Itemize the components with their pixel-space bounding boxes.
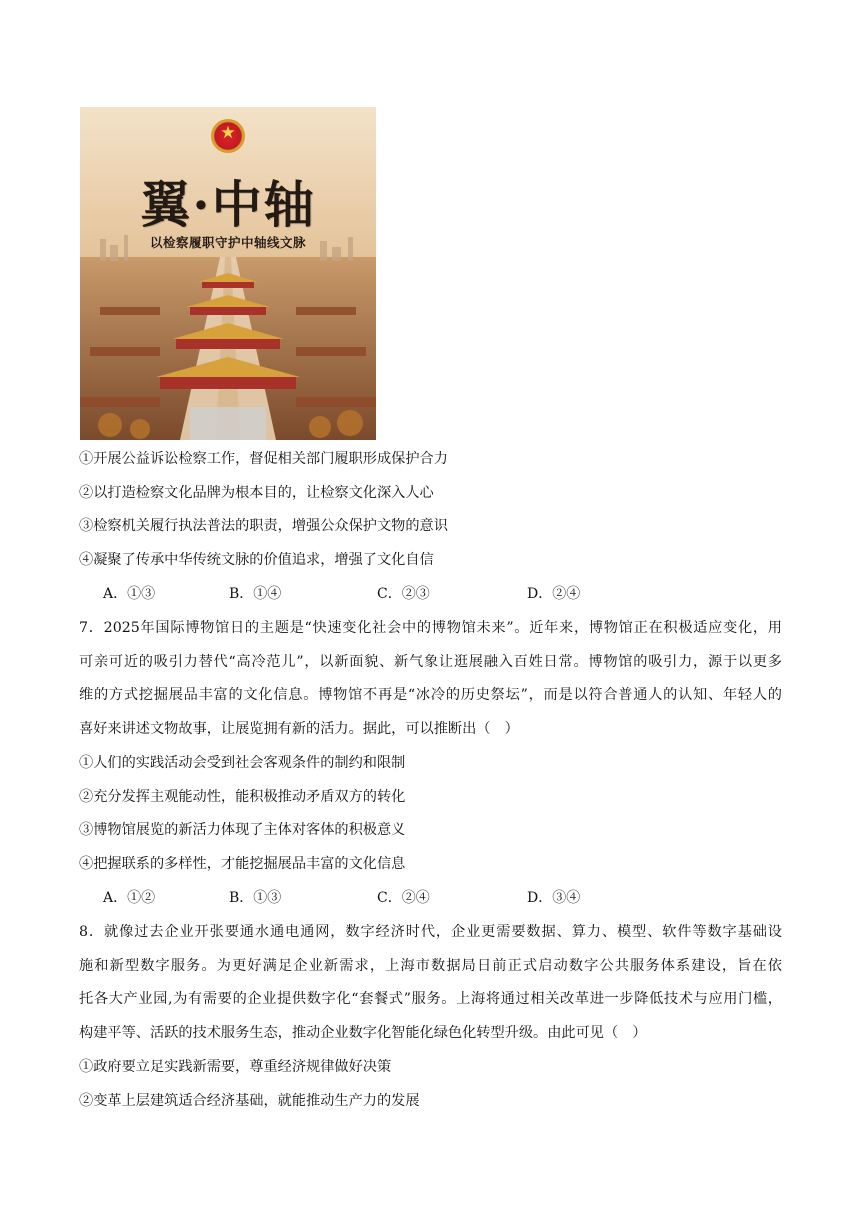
q7-choice-a[interactable]: A．①②: [103, 890, 156, 906]
q7-stem-line-4: 喜好来讲述文物故事，让展览拥有新的活力。据此，可以推断出（ ）: [79, 721, 519, 737]
q6-choice-d[interactable]: D．②④: [527, 586, 581, 602]
q7-stem-line-1: 7．2025年国际博物馆日的主题是“快速变化社会中的博物馆未来”。近年来，博物馆正在积极适应变化，用: [79, 620, 782, 636]
q6-choice-c[interactable]: C．②③: [377, 586, 430, 602]
q7-option-4: ④把握联系的多样性，才能挖掘展品丰富的文化信息: [79, 856, 406, 872]
poster-title: 翼·中轴: [140, 175, 316, 234]
q7-choice-d[interactable]: D．③④: [527, 890, 581, 906]
q8-stem-line-4: 构建平等、活跃的技术服务生态，推动企业数字化智能化绿色化转型升级。由此可见（ ）: [79, 1025, 647, 1041]
poster-subtitle: 以检察履职守护中轴线文脉: [149, 235, 306, 250]
procuratorate-emblem-icon: [211, 119, 245, 153]
q8-stem-line-2: 施和新型数字服务。为更好满足企业新需求，上海市数据局日前正式启动数字公共服务体系建设，旨在依: [79, 958, 782, 974]
q8-stem-line-3: 托各大产业园,为有需要的企业提供数字化“套餐式”服务。上海将通过相关改革进一步降低技术与应用门槛，: [79, 991, 782, 1007]
q7-stem-line-3: 维的方式挖掘展品丰富的文化信息。博物馆不再是“冰冷的历史祭坛”，而是以符合普通人的认知、年轻人的: [79, 687, 782, 703]
q6-option-2: ②以打造检察文化品牌为根本目的，让检察文化深入人心: [79, 485, 434, 501]
q7-choice-c[interactable]: C．②④: [377, 890, 430, 906]
q8-option-1: ①政府要立足实践新需要，尊重经济规律做好决策: [79, 1059, 392, 1075]
q6-choice-a[interactable]: A．①③: [103, 586, 156, 602]
q7-option-1: ①人们的实践活动会受到社会客观条件的制约和限制: [79, 755, 406, 771]
q7-option-3: ③博物馆展览的新活力体现了主体对客体的积极意义: [79, 822, 406, 838]
q8-option-2: ②变革上层建筑适合经济基础，就能推动生产力的发展: [79, 1093, 420, 1109]
q6-choice-b[interactable]: B．①④: [229, 586, 282, 602]
q6-option-1: ①开展公益诉讼检察工作，督促相关部门履职形成保护合力: [79, 451, 448, 467]
q6-option-4: ④凝聚了传承中华传统文脉的价值追求，增强了文化自信: [79, 552, 434, 568]
q7-option-2: ②充分发挥主观能动性，能积极推动矛盾双方的转化: [79, 789, 406, 805]
poster-image: [80, 107, 376, 440]
forbidden-city-illustration: [80, 107, 376, 440]
q6-option-3: ③检察机关履行执法普法的职责，增强公众保护文物的意识: [79, 518, 448, 534]
q8-stem-line-1: 8．就像过去企业开张要通水通电通网，数字经济时代，企业更需要数据、算力、模型、软件等数字基础设: [79, 924, 782, 940]
q7-stem-line-2: 可亲可近的吸引力替代“高冷范儿”，以新面貌、新气象让逛展融入百姓日常。博物馆的吸引力，源于以更多: [79, 654, 782, 670]
q7-choice-b[interactable]: B．①③: [229, 890, 282, 906]
